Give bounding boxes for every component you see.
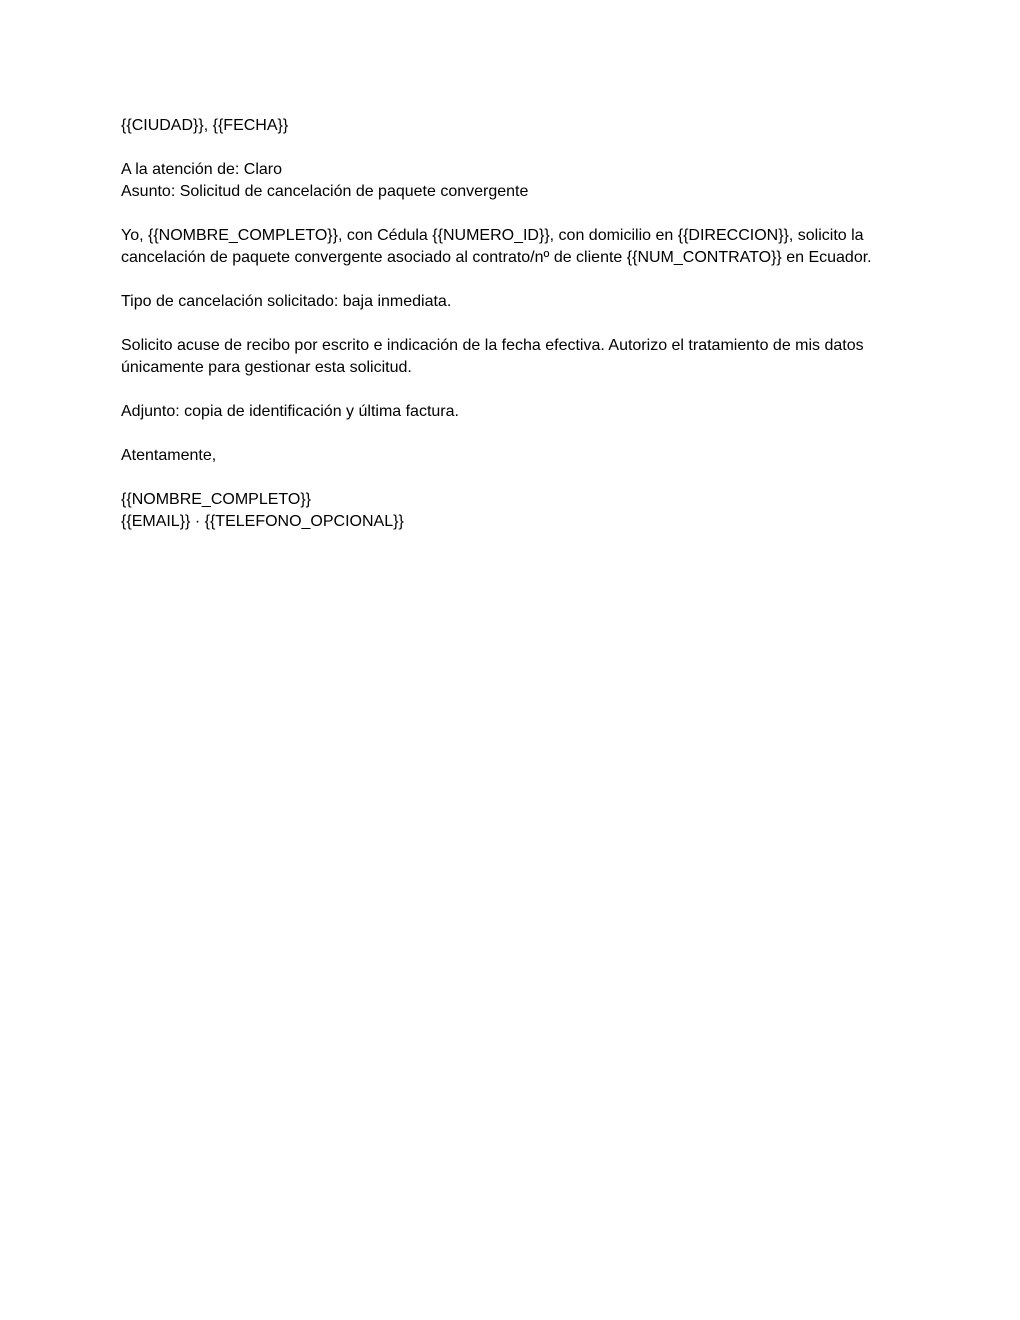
signature-contact-line: {{EMAIL}} · {{TELEFONO_OPCIONAL}}	[121, 513, 404, 530]
text-line: Yo, {{NOMBRE_COMPLETO}}, con Cédula {{NUMERO_ID}}, con domicilio en {{DIRECCION}}, solicito la	[121, 227, 864, 244]
text-line: Solicito acuse de recibo por escrito e indicación de la fecha efectiva. Autorizo el tratamiento de mis datos	[121, 337, 864, 354]
signature-name-line: {{NOMBRE_COMPLETO}}	[121, 491, 311, 508]
text-line: cancelación de paquete convergente asociado al contrato/nº de cliente {{NUM_CONTRATO}} en Ecuador.	[121, 249, 872, 266]
text-line: únicamente para gestionar esta solicitud.	[121, 359, 412, 376]
acknowledgement-paragraph	[121, 335, 899, 379]
text-line: Tipo de cancelación solicitado: baja inmediata.	[121, 293, 452, 310]
closing-paragraph	[121, 445, 899, 467]
text-line: Adjunto: copia de identificación y última factura.	[121, 403, 459, 420]
text-line: {{CIUDAD}}, {{FECHA}}	[121, 117, 289, 134]
body-request-paragraph	[121, 225, 899, 269]
text-line: Atentamente,	[121, 447, 217, 464]
attachments-paragraph	[121, 401, 899, 423]
recipient-subject	[121, 159, 899, 203]
cancellation-type-paragraph	[121, 291, 899, 313]
recipient-line: A la atención de: Claro	[121, 161, 282, 178]
signature-block	[121, 489, 899, 533]
date-line	[121, 115, 899, 137]
subject-line: Asunto: Solicitud de cancelación de paquete convergente	[121, 183, 529, 200]
